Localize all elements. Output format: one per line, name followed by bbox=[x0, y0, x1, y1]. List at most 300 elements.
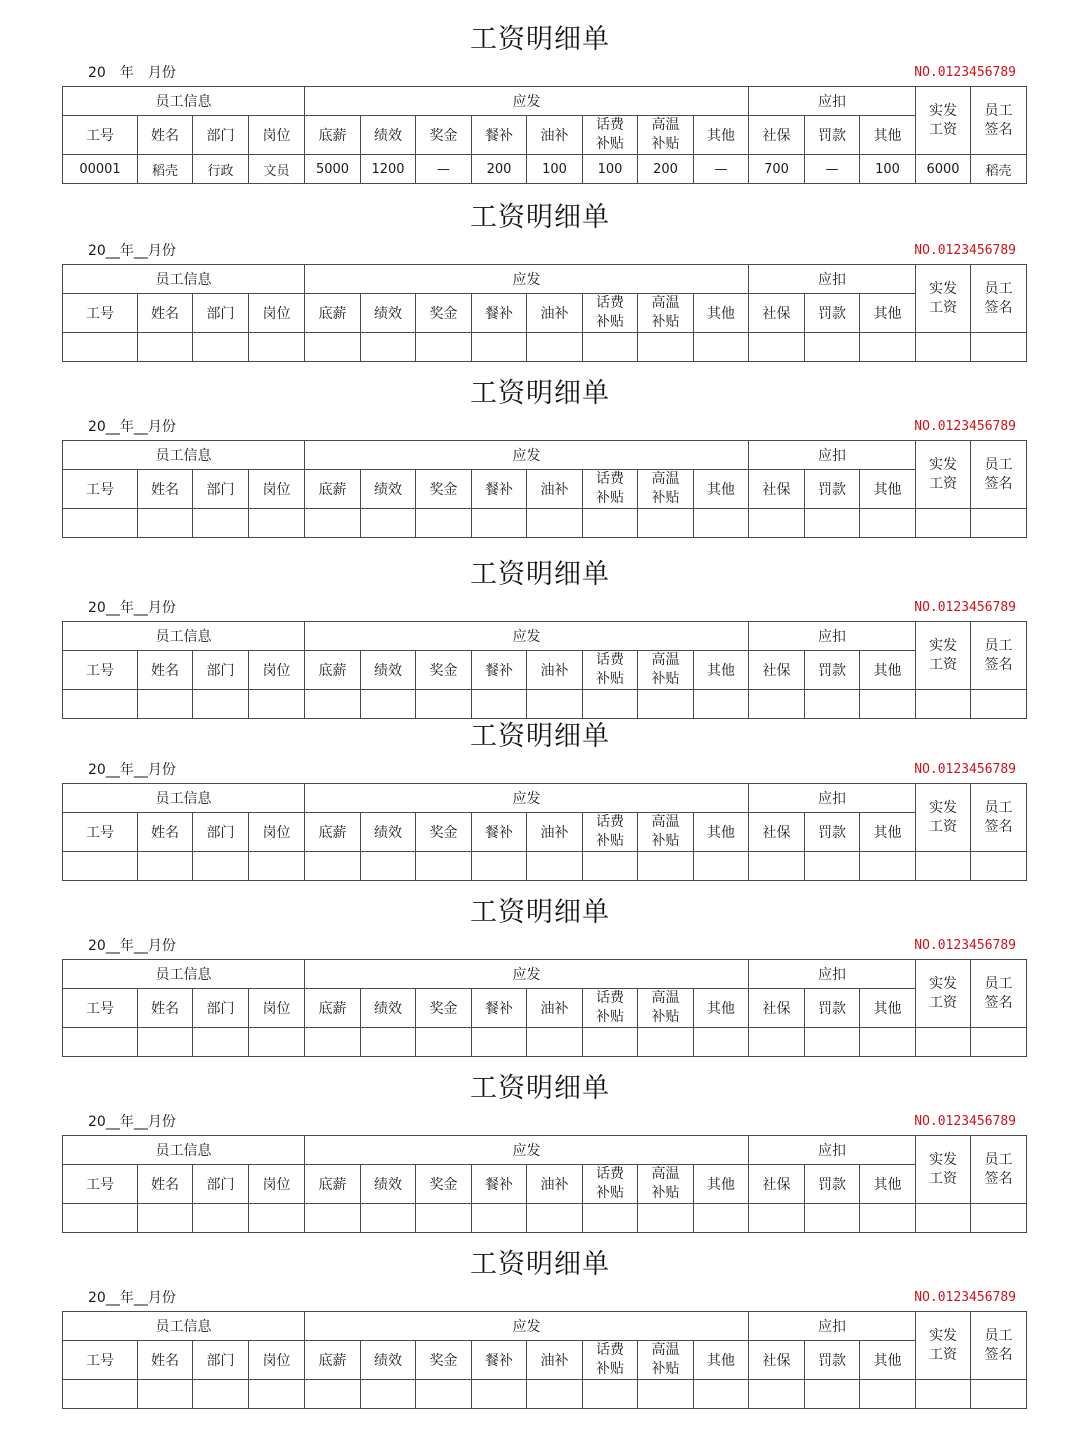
table-cell[interactable] bbox=[916, 509, 971, 538]
pay-period: 20__年__月份 bbox=[88, 938, 176, 954]
column-header: 油补 bbox=[527, 813, 583, 852]
table-cell[interactable] bbox=[361, 1380, 416, 1409]
payslip-table bbox=[62, 621, 1027, 719]
column-header-row bbox=[63, 651, 1027, 690]
table-cell[interactable] bbox=[249, 509, 305, 538]
column-header: 奖金 bbox=[416, 1341, 472, 1380]
table-cell[interactable] bbox=[249, 1204, 305, 1233]
table-cell[interactable] bbox=[860, 333, 916, 362]
column-header: 奖金 bbox=[416, 116, 472, 155]
column-header: 话费 补贴 bbox=[583, 651, 638, 690]
table-cell[interactable] bbox=[916, 852, 971, 881]
column-header: 罚款 bbox=[805, 651, 860, 690]
table-cell[interactable] bbox=[472, 1380, 527, 1409]
table-cell[interactable] bbox=[638, 1028, 694, 1057]
serial-number: NO.0123456789 bbox=[914, 1290, 1016, 1305]
column-header: 其他 bbox=[860, 813, 916, 852]
table-cell[interactable] bbox=[583, 1380, 638, 1409]
serial-number: NO.0123456789 bbox=[914, 65, 1016, 80]
column-header: 绩效 bbox=[361, 651, 416, 690]
column-header: 油补 bbox=[527, 989, 583, 1028]
table-cell[interactable] bbox=[527, 690, 583, 719]
group-deductions: 应扣 bbox=[749, 441, 916, 470]
column-header: 社保 bbox=[749, 116, 805, 155]
table-cell[interactable] bbox=[416, 1204, 472, 1233]
signature-header: 员工 签名 bbox=[971, 960, 1027, 1028]
table-cell[interactable]: 6000 bbox=[916, 155, 971, 184]
pay-period: 20 年 月份 bbox=[88, 65, 176, 81]
table-cell[interactable] bbox=[138, 333, 193, 362]
column-header: 工号 bbox=[63, 116, 138, 155]
column-header: 餐补 bbox=[472, 470, 527, 509]
table-cell[interactable] bbox=[416, 690, 472, 719]
table-cell[interactable]: 100 bbox=[860, 155, 916, 184]
table-cell[interactable] bbox=[63, 1028, 138, 1057]
table-row bbox=[63, 852, 1027, 881]
table-cell[interactable] bbox=[249, 690, 305, 719]
column-header: 绩效 bbox=[361, 1341, 416, 1380]
table-cell[interactable] bbox=[805, 852, 860, 881]
table-cell[interactable]: 稻壳 bbox=[971, 155, 1027, 184]
column-header: 部门 bbox=[193, 294, 249, 333]
table-cell[interactable] bbox=[583, 509, 638, 538]
column-header: 部门 bbox=[193, 813, 249, 852]
pay-period: 20__年__月份 bbox=[88, 1290, 176, 1306]
table-cell[interactable] bbox=[638, 509, 694, 538]
table-cell[interactable] bbox=[971, 690, 1027, 719]
column-header: 奖金 bbox=[416, 989, 472, 1028]
net-pay-header: 实发 工资 bbox=[916, 265, 971, 333]
column-header: 绩效 bbox=[361, 1165, 416, 1204]
table-cell[interactable] bbox=[583, 852, 638, 881]
pay-period: 20__年__月份 bbox=[88, 1114, 176, 1130]
payslip-table bbox=[62, 783, 1027, 881]
group-employee-info: 员工信息 bbox=[63, 1312, 305, 1341]
column-header: 绩效 bbox=[361, 813, 416, 852]
table-cell[interactable] bbox=[971, 1028, 1027, 1057]
table-cell[interactable] bbox=[527, 509, 583, 538]
table-cell[interactable] bbox=[971, 333, 1027, 362]
table-cell[interactable]: 文员 bbox=[249, 155, 305, 184]
table-cell[interactable] bbox=[971, 852, 1027, 881]
pay-period: 20__年__月份 bbox=[88, 762, 176, 778]
table-cell[interactable] bbox=[249, 333, 305, 362]
column-header: 姓名 bbox=[138, 1165, 193, 1204]
column-header: 油补 bbox=[527, 651, 583, 690]
column-header: 绩效 bbox=[361, 470, 416, 509]
column-header: 高温 补贴 bbox=[638, 1341, 694, 1380]
column-header: 其他 bbox=[694, 1341, 749, 1380]
table-row bbox=[63, 155, 1027, 184]
table-cell[interactable] bbox=[694, 1204, 749, 1233]
payslip-table bbox=[62, 1135, 1027, 1233]
column-header: 餐补 bbox=[472, 651, 527, 690]
column-header: 社保 bbox=[749, 1165, 805, 1204]
table-cell[interactable] bbox=[583, 333, 638, 362]
table-cell[interactable] bbox=[305, 1028, 361, 1057]
column-header: 餐补 bbox=[472, 1165, 527, 1204]
table-cell[interactable] bbox=[527, 1028, 583, 1057]
column-header: 高温 补贴 bbox=[638, 651, 694, 690]
table-cell[interactable] bbox=[305, 852, 361, 881]
table-cell[interactable] bbox=[193, 852, 249, 881]
column-header: 奖金 bbox=[416, 1165, 472, 1204]
table-cell[interactable] bbox=[305, 333, 361, 362]
column-header: 奖金 bbox=[416, 294, 472, 333]
column-header: 社保 bbox=[749, 470, 805, 509]
table-cell[interactable] bbox=[138, 1028, 193, 1057]
table-cell[interactable] bbox=[749, 509, 805, 538]
table-cell[interactable] bbox=[971, 1204, 1027, 1233]
column-header: 话费 补贴 bbox=[583, 989, 638, 1028]
group-employee-info: 员工信息 bbox=[63, 784, 305, 813]
table-cell[interactable] bbox=[472, 1204, 527, 1233]
column-header: 工号 bbox=[63, 294, 138, 333]
table-cell[interactable] bbox=[638, 852, 694, 881]
net-pay-header: 实发 工资 bbox=[916, 784, 971, 852]
table-cell[interactable] bbox=[694, 1380, 749, 1409]
column-header: 油补 bbox=[527, 1341, 583, 1380]
table-cell[interactable] bbox=[971, 509, 1027, 538]
group-employee-info: 员工信息 bbox=[63, 960, 305, 989]
table-cell[interactable] bbox=[193, 1204, 249, 1233]
table-cell[interactable] bbox=[860, 1204, 916, 1233]
column-header: 其他 bbox=[860, 116, 916, 155]
table-cell[interactable]: 5000 bbox=[305, 155, 361, 184]
column-header: 罚款 bbox=[805, 1341, 860, 1380]
table-cell[interactable]: 100 bbox=[527, 155, 583, 184]
table-cell[interactable] bbox=[416, 333, 472, 362]
group-payable: 应发 bbox=[305, 87, 749, 116]
table-cell[interactable] bbox=[138, 852, 193, 881]
column-header-row bbox=[63, 116, 1027, 155]
table-cell[interactable] bbox=[527, 1380, 583, 1409]
column-header: 其他 bbox=[694, 470, 749, 509]
table-cell[interactable] bbox=[805, 1028, 860, 1057]
column-header: 其他 bbox=[860, 651, 916, 690]
column-header: 社保 bbox=[749, 651, 805, 690]
group-employee-info: 员工信息 bbox=[63, 87, 305, 116]
table-cell[interactable] bbox=[63, 852, 138, 881]
column-header: 姓名 bbox=[138, 651, 193, 690]
table-cell[interactable] bbox=[638, 333, 694, 362]
net-pay-header: 实发 工资 bbox=[916, 622, 971, 690]
column-header: 社保 bbox=[749, 1341, 805, 1380]
table-cell[interactable] bbox=[193, 690, 249, 719]
table-cell[interactable] bbox=[694, 1028, 749, 1057]
table-cell[interactable] bbox=[694, 333, 749, 362]
table-cell[interactable] bbox=[138, 1380, 193, 1409]
table-cell[interactable]: 200 bbox=[472, 155, 527, 184]
table-cell[interactable] bbox=[361, 333, 416, 362]
group-payable: 应发 bbox=[305, 1136, 749, 1165]
table-cell[interactable] bbox=[305, 509, 361, 538]
column-header-row bbox=[63, 813, 1027, 852]
table-cell[interactable] bbox=[916, 1380, 971, 1409]
table-cell[interactable]: — bbox=[416, 155, 472, 184]
column-header: 高温 补贴 bbox=[638, 116, 694, 155]
column-header: 奖金 bbox=[416, 813, 472, 852]
column-header: 部门 bbox=[193, 470, 249, 509]
column-header: 油补 bbox=[527, 116, 583, 155]
table-cell[interactable] bbox=[63, 509, 138, 538]
table-cell[interactable] bbox=[583, 1204, 638, 1233]
table-cell[interactable] bbox=[416, 1028, 472, 1057]
payslip-title: 工资明细单 bbox=[470, 559, 610, 590]
table-cell[interactable] bbox=[805, 333, 860, 362]
column-header: 其他 bbox=[694, 294, 749, 333]
column-header: 部门 bbox=[193, 1165, 249, 1204]
column-header: 岗位 bbox=[249, 116, 305, 155]
column-header: 餐补 bbox=[472, 1341, 527, 1380]
net-pay-header: 实发 工资 bbox=[916, 1312, 971, 1380]
table-cell[interactable] bbox=[860, 509, 916, 538]
group-payable: 应发 bbox=[305, 1312, 749, 1341]
payslip-title: 工资明细单 bbox=[470, 202, 610, 233]
table-cell[interactable]: — bbox=[694, 155, 749, 184]
table-cell[interactable] bbox=[361, 509, 416, 538]
serial-number: NO.0123456789 bbox=[914, 938, 1016, 953]
column-header: 罚款 bbox=[805, 470, 860, 509]
group-deductions: 应扣 bbox=[749, 960, 916, 989]
table-cell[interactable] bbox=[361, 852, 416, 881]
column-header: 底薪 bbox=[305, 1165, 361, 1204]
payslip-title: 工资明细单 bbox=[470, 721, 610, 752]
column-header: 罚款 bbox=[805, 1165, 860, 1204]
table-row bbox=[63, 1028, 1027, 1057]
column-header: 姓名 bbox=[138, 813, 193, 852]
table-cell[interactable] bbox=[249, 1380, 305, 1409]
table-cell[interactable] bbox=[860, 690, 916, 719]
table-cell[interactable] bbox=[860, 852, 916, 881]
table-cell[interactable] bbox=[971, 1380, 1027, 1409]
table-cell[interactable] bbox=[472, 690, 527, 719]
payslip-table bbox=[62, 86, 1027, 184]
column-header: 高温 补贴 bbox=[638, 294, 694, 333]
column-header: 岗位 bbox=[249, 470, 305, 509]
column-header: 岗位 bbox=[249, 1165, 305, 1204]
group-payable: 应发 bbox=[305, 622, 749, 651]
column-header: 姓名 bbox=[138, 470, 193, 509]
table-cell[interactable] bbox=[916, 1028, 971, 1057]
column-header: 话费 补贴 bbox=[583, 1341, 638, 1380]
table-cell[interactable] bbox=[527, 1204, 583, 1233]
column-header: 其他 bbox=[860, 470, 916, 509]
table-cell[interactable] bbox=[193, 333, 249, 362]
column-header: 姓名 bbox=[138, 989, 193, 1028]
table-cell[interactable] bbox=[749, 852, 805, 881]
table-cell[interactable] bbox=[916, 333, 971, 362]
signature-header: 员工 签名 bbox=[971, 265, 1027, 333]
column-header: 话费 补贴 bbox=[583, 1165, 638, 1204]
table-cell[interactable] bbox=[749, 1204, 805, 1233]
table-cell[interactable] bbox=[138, 509, 193, 538]
column-header: 部门 bbox=[193, 651, 249, 690]
column-header: 其他 bbox=[860, 1341, 916, 1380]
table-cell[interactable] bbox=[305, 1380, 361, 1409]
group-payable: 应发 bbox=[305, 441, 749, 470]
column-header-row bbox=[63, 1165, 1027, 1204]
group-employee-info: 员工信息 bbox=[63, 1136, 305, 1165]
column-header: 罚款 bbox=[805, 813, 860, 852]
column-header: 工号 bbox=[63, 1341, 138, 1380]
table-cell[interactable] bbox=[638, 1204, 694, 1233]
group-employee-info: 员工信息 bbox=[63, 622, 305, 651]
table-cell[interactable]: 00001 bbox=[63, 155, 138, 184]
column-header: 绩效 bbox=[361, 116, 416, 155]
serial-number: NO.0123456789 bbox=[914, 243, 1016, 258]
column-header: 油补 bbox=[527, 294, 583, 333]
column-header: 工号 bbox=[63, 1165, 138, 1204]
column-header: 姓名 bbox=[138, 294, 193, 333]
column-header: 工号 bbox=[63, 989, 138, 1028]
table-cell[interactable] bbox=[916, 1204, 971, 1233]
net-pay-header: 实发 工资 bbox=[916, 87, 971, 155]
column-header: 底薪 bbox=[305, 294, 361, 333]
column-header: 油补 bbox=[527, 470, 583, 509]
table-row bbox=[63, 333, 1027, 362]
table-cell[interactable] bbox=[860, 1028, 916, 1057]
column-header: 其他 bbox=[694, 1165, 749, 1204]
column-header: 其他 bbox=[860, 989, 916, 1028]
pay-period: 20__年__月份 bbox=[88, 243, 176, 259]
column-header: 奖金 bbox=[416, 470, 472, 509]
table-cell[interactable] bbox=[305, 1204, 361, 1233]
table-cell[interactable] bbox=[63, 1204, 138, 1233]
column-header: 岗位 bbox=[249, 1341, 305, 1380]
table-cell[interactable] bbox=[527, 852, 583, 881]
serial-number: NO.0123456789 bbox=[914, 600, 1016, 615]
table-cell[interactable] bbox=[63, 1380, 138, 1409]
column-header: 底薪 bbox=[305, 813, 361, 852]
column-header: 部门 bbox=[193, 116, 249, 155]
column-header: 岗位 bbox=[249, 294, 305, 333]
table-cell[interactable] bbox=[305, 690, 361, 719]
column-header: 油补 bbox=[527, 1165, 583, 1204]
table-cell[interactable] bbox=[416, 1380, 472, 1409]
column-header: 奖金 bbox=[416, 651, 472, 690]
column-header: 底薪 bbox=[305, 651, 361, 690]
table-cell[interactable]: 行政 bbox=[193, 155, 249, 184]
table-cell[interactable] bbox=[638, 690, 694, 719]
column-header: 底薪 bbox=[305, 116, 361, 155]
column-header: 其他 bbox=[694, 813, 749, 852]
pay-period: 20__年__月份 bbox=[88, 600, 176, 616]
payslip-table bbox=[62, 959, 1027, 1057]
payslip-table bbox=[62, 1311, 1027, 1409]
table-row bbox=[63, 1204, 1027, 1233]
table-cell[interactable] bbox=[583, 690, 638, 719]
table-cell[interactable] bbox=[916, 690, 971, 719]
column-header: 岗位 bbox=[249, 989, 305, 1028]
table-cell[interactable]: — bbox=[805, 155, 860, 184]
group-deductions: 应扣 bbox=[749, 784, 916, 813]
column-header: 底薪 bbox=[305, 1341, 361, 1380]
serial-number: NO.0123456789 bbox=[914, 419, 1016, 434]
table-cell[interactable] bbox=[472, 1028, 527, 1057]
column-header: 其他 bbox=[694, 116, 749, 155]
table-cell[interactable] bbox=[472, 333, 527, 362]
column-header: 其他 bbox=[860, 1165, 916, 1204]
column-header-row bbox=[63, 1341, 1027, 1380]
column-header: 餐补 bbox=[472, 116, 527, 155]
column-header: 姓名 bbox=[138, 1341, 193, 1380]
table-cell[interactable]: 700 bbox=[749, 155, 805, 184]
signature-header: 员工 签名 bbox=[971, 784, 1027, 852]
column-header: 社保 bbox=[749, 989, 805, 1028]
table-cell[interactable]: 100 bbox=[583, 155, 638, 184]
table-cell[interactable] bbox=[805, 1204, 860, 1233]
table-cell[interactable] bbox=[193, 509, 249, 538]
table-cell[interactable] bbox=[416, 509, 472, 538]
column-header: 绩效 bbox=[361, 294, 416, 333]
table-cell[interactable] bbox=[193, 1028, 249, 1057]
column-header: 其他 bbox=[694, 989, 749, 1028]
payslip-title: 工资明细单 bbox=[470, 1073, 610, 1104]
net-pay-header: 实发 工资 bbox=[916, 441, 971, 509]
table-cell[interactable] bbox=[249, 1028, 305, 1057]
table-cell[interactable] bbox=[749, 333, 805, 362]
table-cell[interactable] bbox=[694, 852, 749, 881]
table-cell[interactable] bbox=[361, 1204, 416, 1233]
payslip-title: 工资明细单 bbox=[470, 1249, 610, 1280]
table-cell[interactable]: 稻壳 bbox=[138, 155, 193, 184]
table-cell[interactable] bbox=[749, 1028, 805, 1057]
table-cell[interactable] bbox=[860, 1380, 916, 1409]
net-pay-header: 实发 工资 bbox=[916, 1136, 971, 1204]
serial-number: NO.0123456789 bbox=[914, 762, 1016, 777]
table-cell[interactable] bbox=[749, 690, 805, 719]
table-cell[interactable] bbox=[361, 690, 416, 719]
table-cell[interactable] bbox=[583, 1028, 638, 1057]
column-header: 话费 补贴 bbox=[583, 294, 638, 333]
table-cell[interactable] bbox=[805, 1380, 860, 1409]
column-header: 岗位 bbox=[249, 651, 305, 690]
column-header: 餐补 bbox=[472, 813, 527, 852]
table-cell[interactable]: 200 bbox=[638, 155, 694, 184]
table-cell[interactable] bbox=[63, 690, 138, 719]
payslip-title: 工资明细单 bbox=[470, 897, 610, 928]
group-payable: 应发 bbox=[305, 265, 749, 294]
group-deductions: 应扣 bbox=[749, 1136, 916, 1165]
column-header-row bbox=[63, 294, 1027, 333]
table-cell[interactable] bbox=[527, 333, 583, 362]
table-cell[interactable] bbox=[472, 509, 527, 538]
table-cell[interactable] bbox=[472, 852, 527, 881]
table-cell[interactable] bbox=[63, 333, 138, 362]
table-cell[interactable] bbox=[638, 1380, 694, 1409]
column-header: 话费 补贴 bbox=[583, 116, 638, 155]
table-cell[interactable] bbox=[361, 1028, 416, 1057]
table-cell[interactable] bbox=[193, 1380, 249, 1409]
table-cell[interactable] bbox=[416, 852, 472, 881]
table-cell[interactable]: 1200 bbox=[361, 155, 416, 184]
table-cell[interactable] bbox=[249, 852, 305, 881]
table-cell[interactable] bbox=[805, 690, 860, 719]
column-header: 高温 补贴 bbox=[638, 813, 694, 852]
column-header: 其他 bbox=[694, 651, 749, 690]
column-header: 社保 bbox=[749, 294, 805, 333]
table-cell[interactable] bbox=[749, 1380, 805, 1409]
group-deductions: 应扣 bbox=[749, 622, 916, 651]
table-cell[interactable] bbox=[138, 690, 193, 719]
column-header: 高温 补贴 bbox=[638, 470, 694, 509]
table-cell[interactable] bbox=[805, 509, 860, 538]
table-cell[interactable] bbox=[694, 690, 749, 719]
column-header: 底薪 bbox=[305, 470, 361, 509]
table-cell[interactable] bbox=[694, 509, 749, 538]
table-cell[interactable] bbox=[138, 1204, 193, 1233]
